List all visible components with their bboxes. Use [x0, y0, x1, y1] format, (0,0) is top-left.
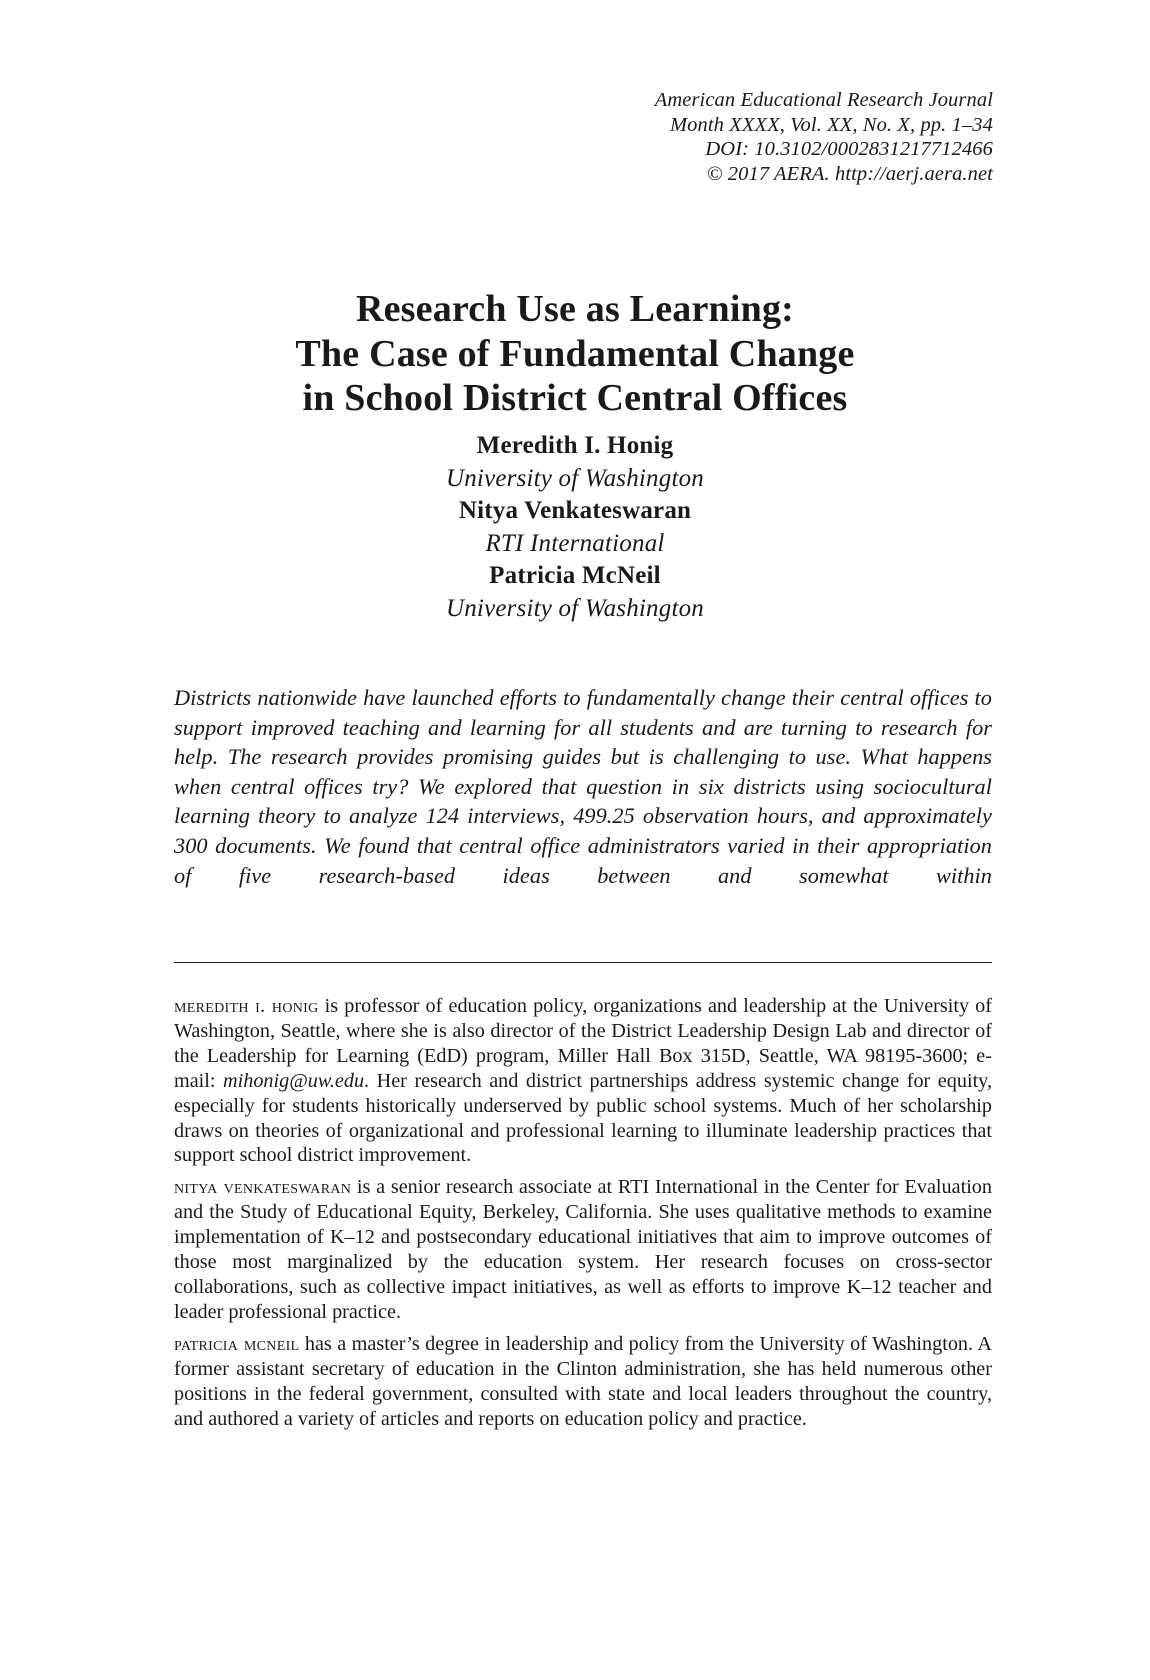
- title-line-3: in School District Central Offices: [302, 377, 848, 420]
- abstract-text: Districts nationwide have launched efforts to fundamentally change their central offices to support improved teaching and learning for all students and are turning to research for help. The research provides promising guides but is challenging to use. What happens when central offices try? We explored that question in six districts using sociocultural learning theory to analyze 124 interviews, 499.25 observation hours, and approximately 300 documents. We found that central office administrators varied in their appropriation of five research-based ideas between and somewhat within: [174, 685, 992, 888]
- abstract: [174, 683, 992, 890]
- bio-body-3: has a master’s degree in leadership and policy from the University of Washington. A former assistant secretary of education in the Clinton administration, she has held numerous other positions in the federal government, consulted with state and local leaders throughout the country, and authored a variety of articles and reports on education policy and practice.: [174, 1332, 992, 1430]
- journal-name: American Educational Research Journal: [654, 89, 993, 111]
- bio-author-name-1: meredith i. honig: [174, 995, 319, 1017]
- author-bio-3: [174, 1332, 992, 1432]
- author-name-2: Nitya Venkateswaran: [458, 497, 692, 524]
- author-bio-2: [174, 1175, 992, 1324]
- author-affiliation-1: University of Washington: [445, 464, 705, 492]
- bio-body-1a: is professor of education policy, organizations and leadership at the University of Washington, Seattle, where she is also director of the District Leadership Design Lab and director of the Leadership for Learning (EdD) program, Miller Hall Box 315D, Seattle, WA 98195-3600; e-mail:: [174, 995, 992, 1092]
- bio-email-1[interactable]: mihonig@uw.edu: [223, 1069, 365, 1092]
- author-affiliation-2: RTI International: [485, 529, 665, 557]
- bio-author-name-2: nitya venkateswaran: [174, 1176, 352, 1199]
- footnote-divider-rule: [174, 962, 992, 963]
- page-title: [0, 287, 1150, 421]
- bio-body-2: is a senior research associate at RTI International in the Center for Evaluation and the Study of Educational Equity, Berkeley, California. She uses qualitative methods to examine implementation of K–12 and postsecondary educational initiatives that aim to improve outcomes of those most marginalized by the education system. Her research focuses on cross-sector collaborations, such as collective impact initiatives, as well as efforts to improve K–12 teacher and leader professional practice.: [174, 1176, 992, 1323]
- journal-copyright: © 2017 AERA. http://aerj.aera.net: [706, 162, 993, 185]
- journal-doi: DOI: 10.3102/0002831217712466: [705, 138, 993, 160]
- author-name-3: Patricia McNeil: [489, 562, 661, 589]
- author-block: [0, 430, 1150, 625]
- title-line-1: Research Use as Learning:: [355, 288, 795, 331]
- journal-masthead: [373, 88, 993, 186]
- bio-body-1b: . Her research and district partnerships address systemic change for equity, especially for students historically underserved by public school systems. Much of her scholarship draws on theories of organizational and professional learning to illuminate leadership practices that support school district improvement.: [174, 1069, 993, 1167]
- journal-issue-line: Month XXXX, Vol. XX, No. X, pp. 1–34: [669, 113, 993, 136]
- author-affiliation-3: University of Washington: [445, 594, 705, 622]
- author-biographies: [174, 994, 992, 1431]
- bio-author-name-3: patricia mcneil: [174, 1332, 300, 1355]
- author-name-1: Meredith I. Honig: [476, 432, 674, 459]
- title-line-2: The Case of Fundamental Change: [295, 332, 855, 375]
- author-bio-1: [174, 994, 992, 1168]
